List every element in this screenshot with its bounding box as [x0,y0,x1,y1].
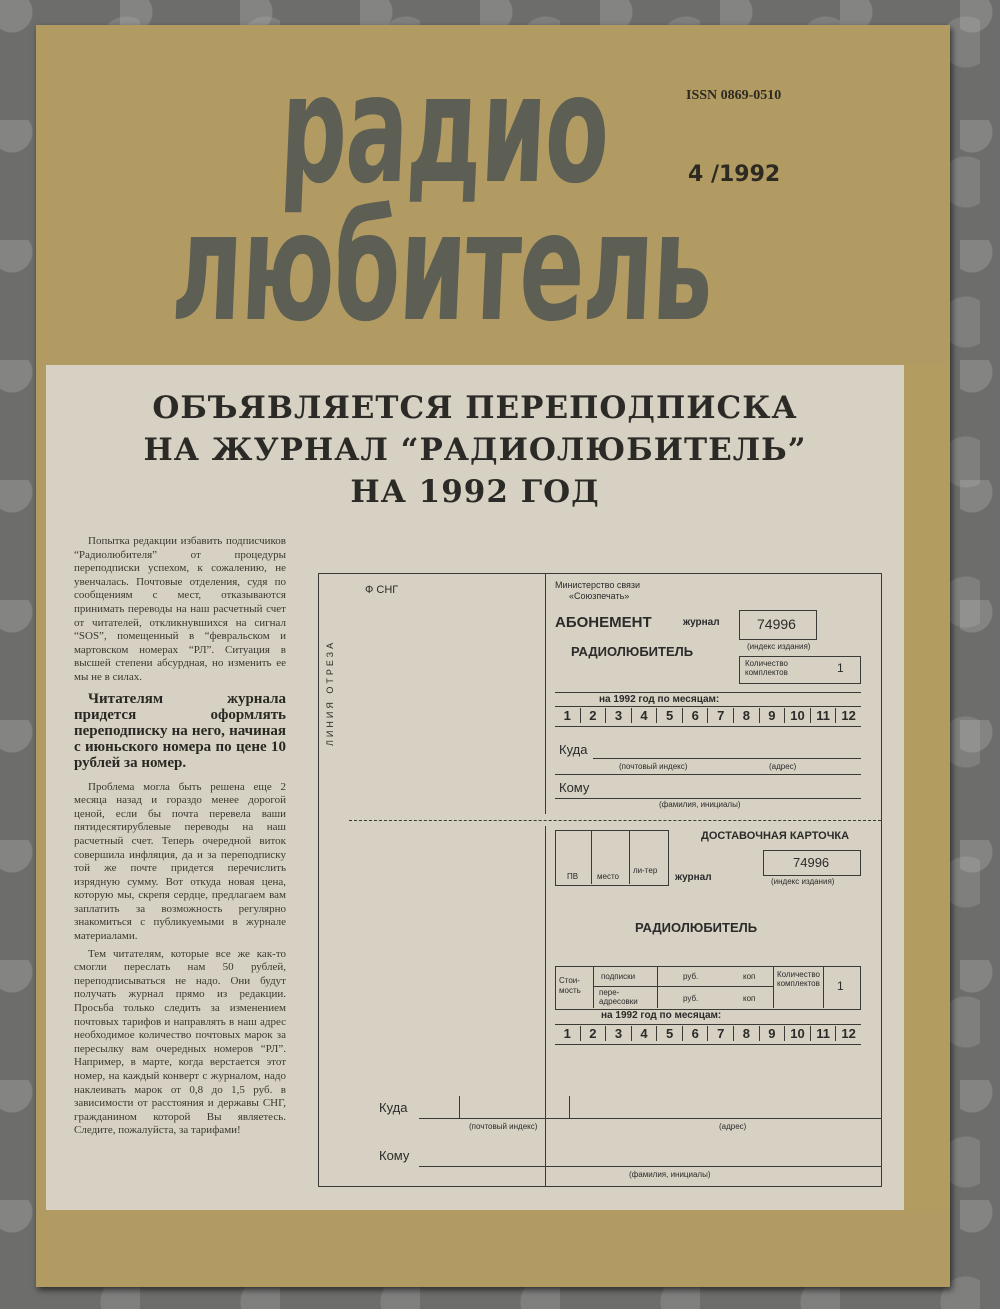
month-cell: 2 [581,708,607,723]
month-cell: 8 [734,708,760,723]
issue-number: 4 /1992 [688,162,781,187]
index-caption: (индекс издания) [747,642,811,651]
month-cell: 12 [841,708,856,723]
month-cell: 11 [811,1026,837,1041]
headline-line-2: НА ЖУРНАЛ “РАДИОЛЮБИТЕЛЬ” [143,432,807,468]
ministry-line-2: «Союзпечать» [569,591,630,601]
komu-label-top: Кому [559,780,590,795]
magazine-cover [36,25,950,1287]
month-cell: 4 [632,708,658,723]
kuda-label-top: Куда [559,742,588,757]
kop-label-2: коп [743,994,756,1003]
month-cell: 5 [657,708,683,723]
months-caption: на 1992 год по месяцам: [599,694,720,705]
kuda-label-bottom: Куда [379,1100,408,1115]
kop-label-1: коп [743,972,756,981]
form-fsng: Ф СНГ [365,584,399,596]
pv-label: ПВ [567,872,579,881]
month-cell: 9 [760,708,786,723]
month-cell: 11 [811,708,837,723]
months-row-card [555,1026,861,1041]
ministry-line-1: Министерство связи [555,580,641,590]
address-caption-top: (адрес) [769,762,797,771]
index-caption-card: (индекс издания) [771,877,835,886]
headline-line-1: ОБЪЯВЛЯЕТСЯ ПЕРЕПОДПИСКА [152,390,798,426]
month-cell: 2 [581,1026,607,1041]
cover-side-strip [904,365,950,1210]
address-caption-bottom: (адрес) [719,1122,747,1131]
month-cell: 6 [683,708,709,723]
month-cell: 5 [657,1026,683,1041]
form-title: РАДИОЛЮБИТЕЛЬ [571,644,694,659]
qty-label: Количество комплектов [745,659,788,677]
cost-label: Стои-мость [559,976,581,995]
article-lead: Читателям журнала придется оформлять переподписку на него, начиная с июньского номера по цене 10 рублей за номер. [74,690,286,771]
months-caption-card: на 1992 год по месяцам: [601,1010,722,1021]
postal-index-caption-bottom: (почтовый индекс) [469,1122,538,1131]
fio-caption-top: (фамилия, инициалы) [659,800,741,809]
abonement-label: АБОНЕМЕНТ [555,614,652,631]
month-cell: 10 [785,708,811,723]
article-paragraph-3: Тем читателям, которые все же как-то смогли переслать нам 50 рублей, переподписываться не надо. Они будут получать журнал прямо из редакции. Просьба только следить за изменением почтовых тарифов и направлять в наш адрес необходимое количество почтовых марок за пересылку вам очередных номеров “РЛ”. Например, в марте, когда верстается этот номер, на каждый конверт с журналом, надо наклеивать марок от 0,8 до 1,5 руб. в зависимости от расстояния и державы СНГ, гражданином которой Вы являетесь. Следите, пожалуйста, за тарифами! [74,947,286,1137]
month-cell: 6 [683,1026,709,1041]
month-cell: 7 [708,1026,734,1041]
month-cell: 1 [555,708,581,723]
journal-word-card: журнал [675,872,712,883]
month-cell: 3 [606,1026,632,1041]
rub-label-1: руб. [683,972,699,981]
month-cell: 8 [734,1026,760,1041]
announcement-sheet [46,365,904,1210]
komu-label-bottom: Кому [379,1148,410,1163]
subscription-form [318,573,882,1187]
headline-line-3: НА 1992 ГОД [350,474,600,510]
months-row-top [555,708,861,723]
form-title-card: РАДИОЛЮБИТЕЛЬ [635,920,758,935]
article-paragraph-1: Попытка редакции избавить подписчиков “Радиолюбителя” от процедуры переподписки успехом, к сожалению, не увенчалась. Почтовые отделения, судя по сообщениям с мест, отказываются принимать переводы на наш расчетный счет от читателей, откликнувшихся на сигнал “SOS”, помещенный в “февральском и мартовском номерах “РЛ”. Ситуация в высшей степени абсурдная, но изменить ее мы не в силах. [74,535,286,683]
subscription-label: подписки [601,972,636,981]
index-value-card: 74996 [793,855,830,870]
delivery-card-label: ДОСТАВОЧНАЯ КАРТОЧКА [701,830,850,842]
masthead-word-lyubitel: любитель [168,181,717,355]
qty-short-label: Количество комплектов [777,970,820,988]
postal-index-caption-top: (почтовый индекс) [619,762,688,771]
masthead-word-radio: радио [276,43,612,217]
month-cell: 4 [632,1026,658,1041]
rub-label-2: руб. [683,994,699,1003]
qty-value-card: 1 [837,979,844,993]
article-paragraph-2: Проблема могла быть решена еще 2 месяца назад и гораздо менее дорогой ценой, если бы почта перевела ваши пятидесятирублевые переводы на наш расчетный счет. Теперь очередной виток совершила инфляция, да и за переподписку той же почте придется перечислить изрядную сумму. Вот откуда новая цена, которую мы, скрепя сердце, предлагаем вам заплатить за возможность регулярно знакомиться с публикуемыми в журнале материалами. [74,780,286,943]
issn-number: ISSN 0869-0510 [686,88,782,103]
cut-line-label: ЛИНИЯ ОТРЕЗА [325,639,335,746]
readdress-label: пере-адресовки [599,988,638,1006]
liter-label: ли-тер [633,866,658,875]
month-cell: 1 [555,1026,581,1041]
month-cell: 12 [841,1026,856,1041]
month-cell: 7 [708,708,734,723]
headline [46,387,904,513]
month-cell: 10 [785,1026,811,1041]
journal-word: журнал [683,617,720,628]
month-cell: 3 [606,708,632,723]
index-value: 74996 [757,616,796,632]
month-cell: 9 [760,1026,786,1041]
mesto-label: место [597,872,619,881]
article-column [74,535,286,1142]
qty-value: 1 [837,661,844,675]
fio-caption-bottom: (фамилия, инициалы) [629,1170,711,1179]
